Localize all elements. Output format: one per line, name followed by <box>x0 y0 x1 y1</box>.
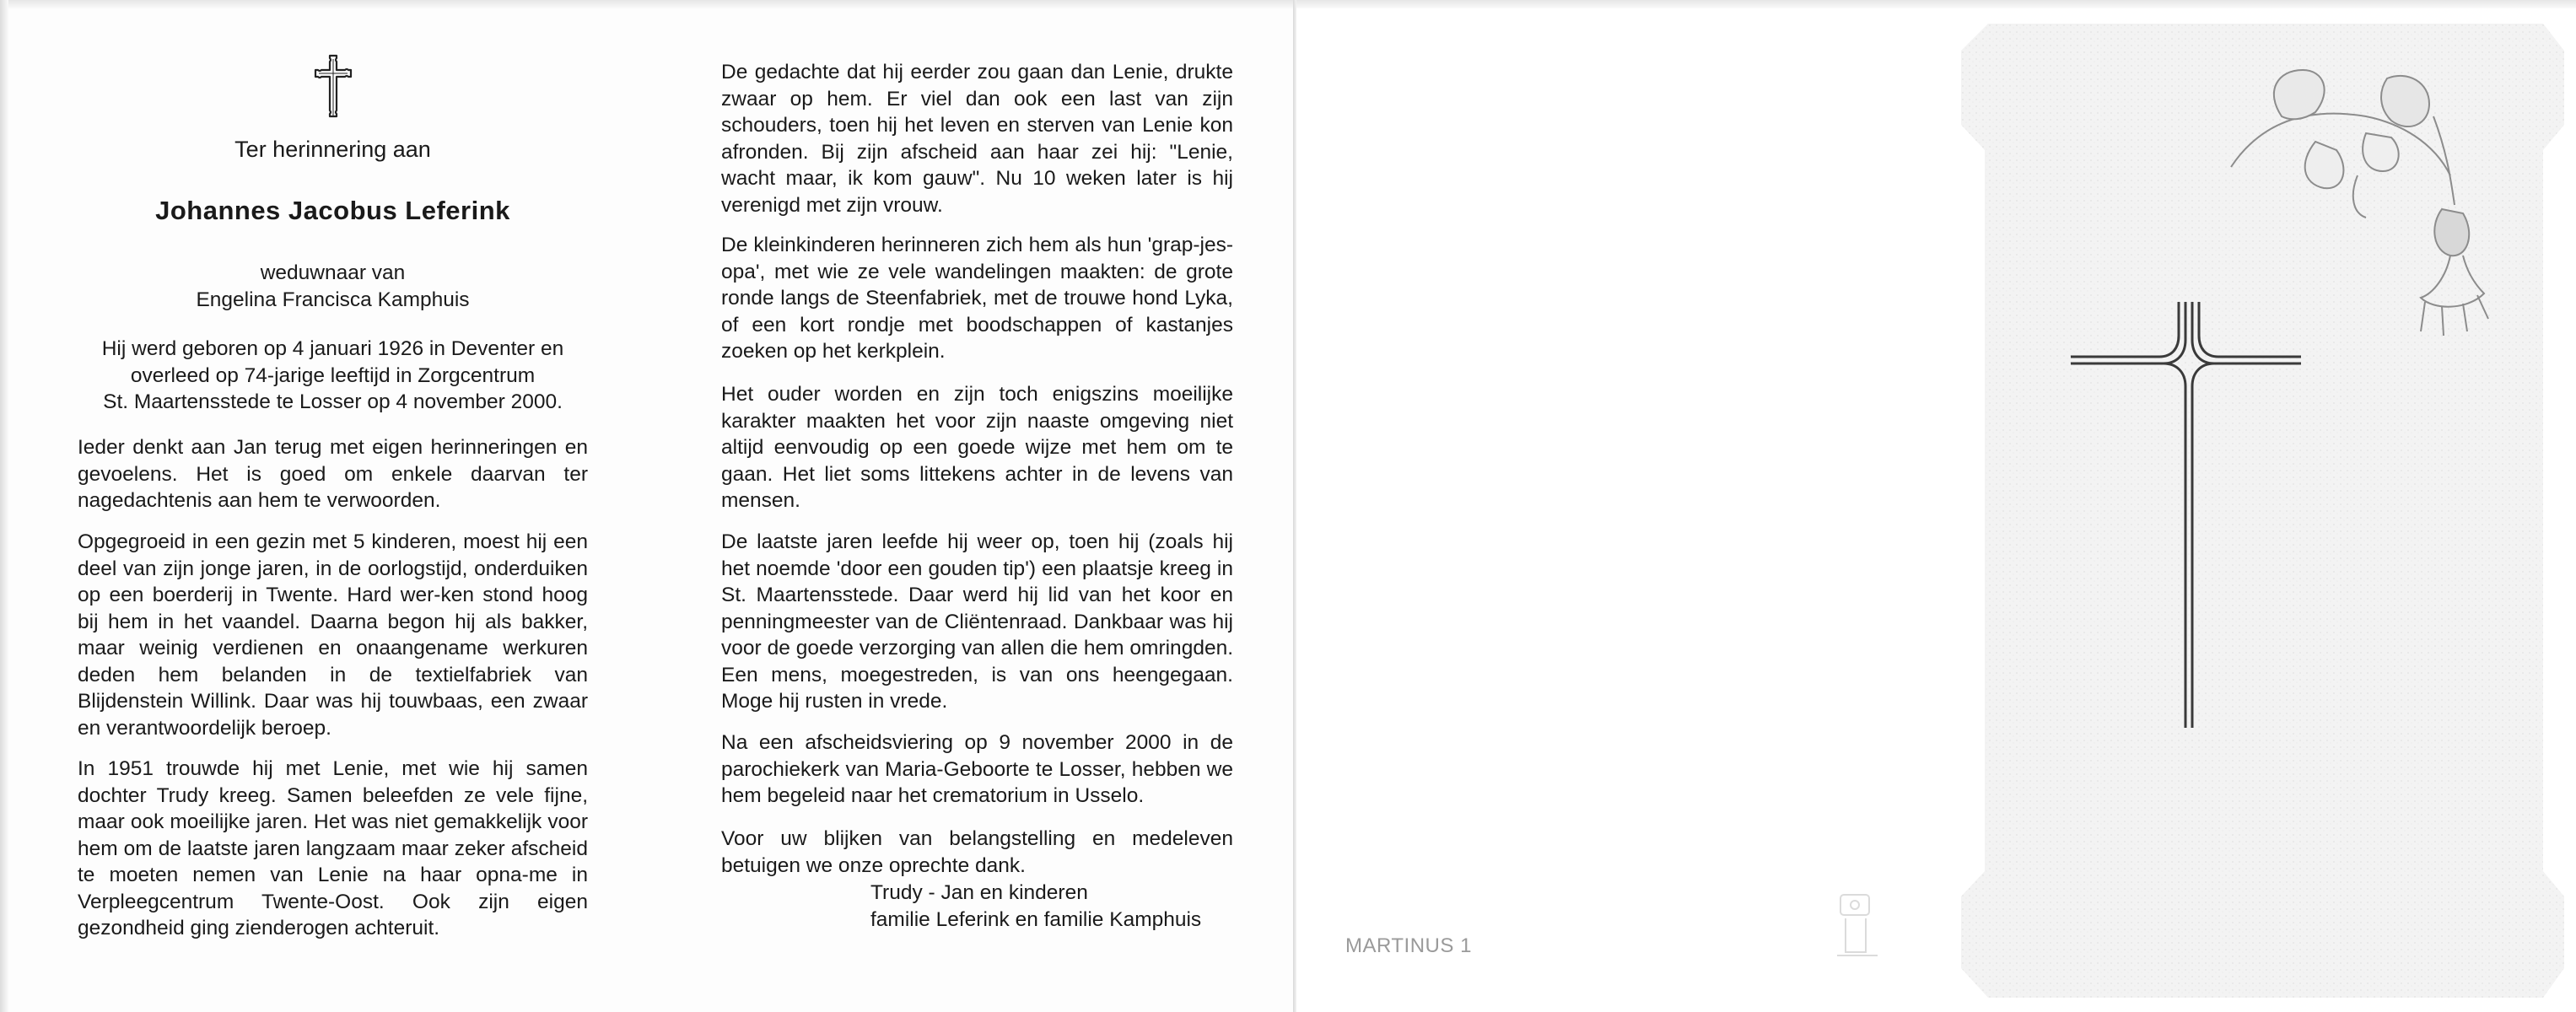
widow-block <box>78 260 588 313</box>
memory-paragraph: In 1951 trouwde hij met Lenie, met wie hij samen dochter Trudy kreeg. Samen beleefden ze vele fijne, maar ook moeilijke jaren. Het was niet gemakkelijk voor hem om de laatste jaren langzaam maar zeker afscheid te moeten nemen van Lenie na haar opna-me in Verpleegcentrum Twente-Oost. Ook zijn eigen gezondheid ging zienderogen achteruit. <box>78 757 588 939</box>
memory-paragraph: Het ouder worden en zijn toch enigszins moeilijke karakter maakten het voor zijn naaste omgeving niet altijd eenvoudig op een goede wijze met hem om te gaan. Het liet soms littekens achter in de levens van mensen. <box>721 383 1233 512</box>
life-line: St. Maartensstede te Losser op 4 november 2000. <box>103 390 563 413</box>
memory-paragraph: De kleinkinderen herinneren zich hem als hun 'grap-jes-opa', met wie ze vele wandelingen maakten: de grote ronde langs de Steenfabriek, met de trouwe hond Lyka, of een kort rondje met boodschappen of kastanjes zoeken op het kerkplein. <box>721 234 1233 363</box>
embossed-logo-icon <box>1829 890 1888 964</box>
life-line: Hij werd geboren op 4 januari 1926 in Deventer en <box>101 337 564 360</box>
spouse-name: Engelina Francisca Kamphuis <box>196 288 470 311</box>
card-fold <box>1293 0 1296 1012</box>
life-dates-block <box>78 336 588 416</box>
memory-paragraph: De laatste jaren leefde hij weer op, toen hij (zoals hij het noemde 'door een gouden tip') een plaatsje kreeg in St. Maartensstede. Daar werd hij lid van het koor en penningmeester van de Cliëntenraad. Dankbaar was hij voor de goede verzorging van allen die hem omringden. Een mens, moegestreden, is van ons heengegaan. Moge hij rusten in vrede. <box>721 530 1233 713</box>
scan-edge-left <box>0 0 8 1012</box>
card-artwork <box>1961 24 2564 998</box>
memory-paragraph: Ieder denkt aan Jan terug met eigen herinneringen en gevoelens. Het is goed om enkele daarvan ter nagedachtenis aan hem te verwoorden. <box>78 436 588 512</box>
deceased-name: Johannes Jacobus Leferink <box>155 196 510 225</box>
signature-block <box>870 880 1201 933</box>
memory-paragraph: Na een afscheidsviering op 9 november 2000 in de parochiekerk van Maria-Geboorte te Losser, hebben we hem begeleid naar het crematorium in Usselo. <box>721 731 1233 807</box>
publisher-label: MARTINUS 1 <box>1345 934 1472 957</box>
memory-paragraph: Opgegroeid in een gezin met 5 kinderen, moest hij een deel van zijn jonge jaren, in de oorlogstijd, onderduiken op een boerderij in Twente. Hard wer-ken stond hoog bij hem in het vaandel. Daarna begon hij als bakker, maar weinig verdienen en onaangename werkuren deden hem belanden in de textielfabriek van Blijdenstein Willink. Daar was hij touwbaas, een zwaar en verantwoordelijk beroep. <box>78 530 588 740</box>
scan-edge-top <box>0 0 2576 8</box>
life-line: overleed op 74-jarige leeftijd in Zorgcentrum <box>130 363 536 387</box>
widow-label: weduwnaar van <box>260 261 406 284</box>
signature-line: Trudy - Jan en kinderen <box>870 881 1088 904</box>
cross-icon <box>309 52 358 123</box>
signature-line: familie Leferink en familie Kamphuis <box>870 907 1202 931</box>
thanks-paragraph: Voor uw blijken van belangstelling en medeleven betuigen we onze oprechte dank. <box>721 827 1233 877</box>
intro-text: Ter herinnering aan <box>234 137 431 162</box>
memory-paragraph: De gedachte dat hij eerder zou gaan dan Lenie, drukte zwaar op hem. Er viel dan ook een last van zijn schouders, toen hij het leven en sterven van Lenie kon afronden. Bij zijn afscheid aan haar zei hij: "Lenie, wacht maar, ik kom gauw". Nu 10 weken later is hij verenigd met zijn vrouw. <box>721 61 1233 217</box>
card-panel <box>1961 24 2564 998</box>
